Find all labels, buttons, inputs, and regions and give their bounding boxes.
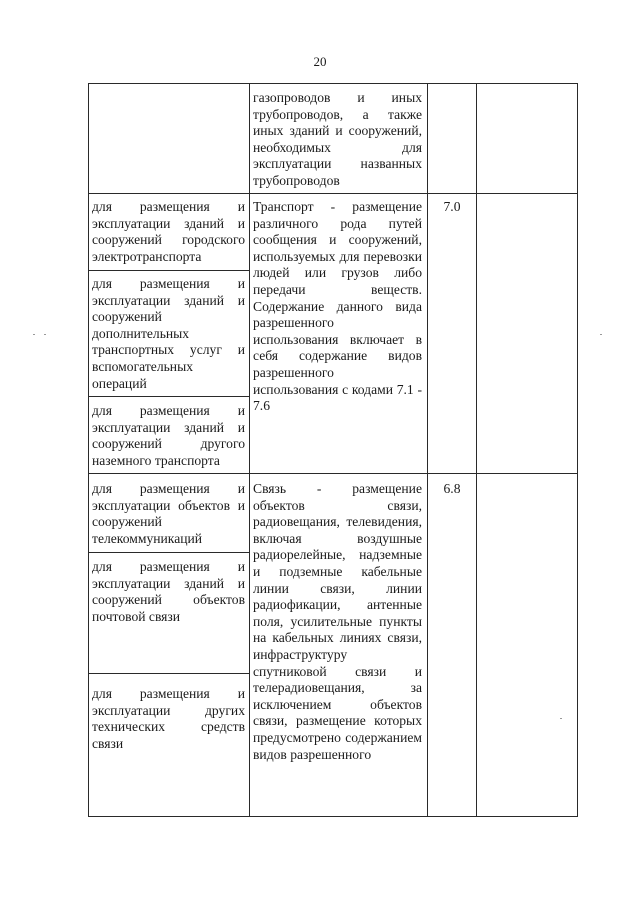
code-cell: 6.8 [443, 481, 461, 496]
description-cell: газопроводов и иных трубопроводов, а также иных зданий и сооружений, необходимых для эксплуатации названных трубопроводов [253, 90, 422, 188]
left-cell: для размещения и эксплуатации зданий и сооружений городского электротранспорта [92, 199, 245, 264]
left-cell: для размещения и эксплуатации объектов и сооружений телекоммуникаций [92, 481, 245, 546]
scan-speck [33, 334, 35, 335]
row-divider-2 [88, 473, 578, 474]
left-cell: для размещения и эксплуатации других технических средств связи [92, 686, 245, 751]
scan-speck [560, 718, 562, 719]
left-cell: для размещения и эксплуатации зданий и сооружений объектов почтовой связи [92, 559, 245, 624]
table-border-bottom [88, 816, 578, 817]
left-subdivider-1 [88, 270, 249, 271]
left-cell: для размещения и эксплуатации зданий и сооружений другого наземного транспорта [92, 403, 245, 468]
description-cell: Транспорт - размещение различного рода путей сообщения и сооружений, используемых для перевозки людей или грузов либо передачи веществ. Содержание данного вида разрешенного использования включает в себя содержание видов разрешенного использования с кодами 7.1 - 7.6 [253, 199, 422, 414]
left-subdivider-2 [88, 396, 249, 397]
left-cell: для размещения и эксплуатации зданий и сооружений дополнительных транспортных услуг и вспомогательных операций [92, 276, 245, 391]
land-use-table [88, 83, 578, 817]
scan-speck [600, 334, 602, 335]
code-cell: 7.0 [443, 199, 461, 214]
page-number: 20 [313, 54, 327, 69]
table-border-top [88, 83, 578, 84]
row-divider-1 [88, 193, 578, 194]
scan-speck [44, 334, 46, 335]
description-cell: Связь - размещение объектов связи, радиовещания, телевидения, включая воздушные радиорелейные, надземные и подземные кабельные линии связи, линии радиофикации, антенные поля, усилительные пункты на кабельных линиях связи, инфраструктуру спутниковой связи и телерадиовещания, за исключением объектов связи, размещение которых предусмотрено содержанием видов разрешенного [253, 481, 422, 762]
left-subdivider-4 [88, 673, 249, 674]
left-subdivider-3 [88, 552, 249, 553]
